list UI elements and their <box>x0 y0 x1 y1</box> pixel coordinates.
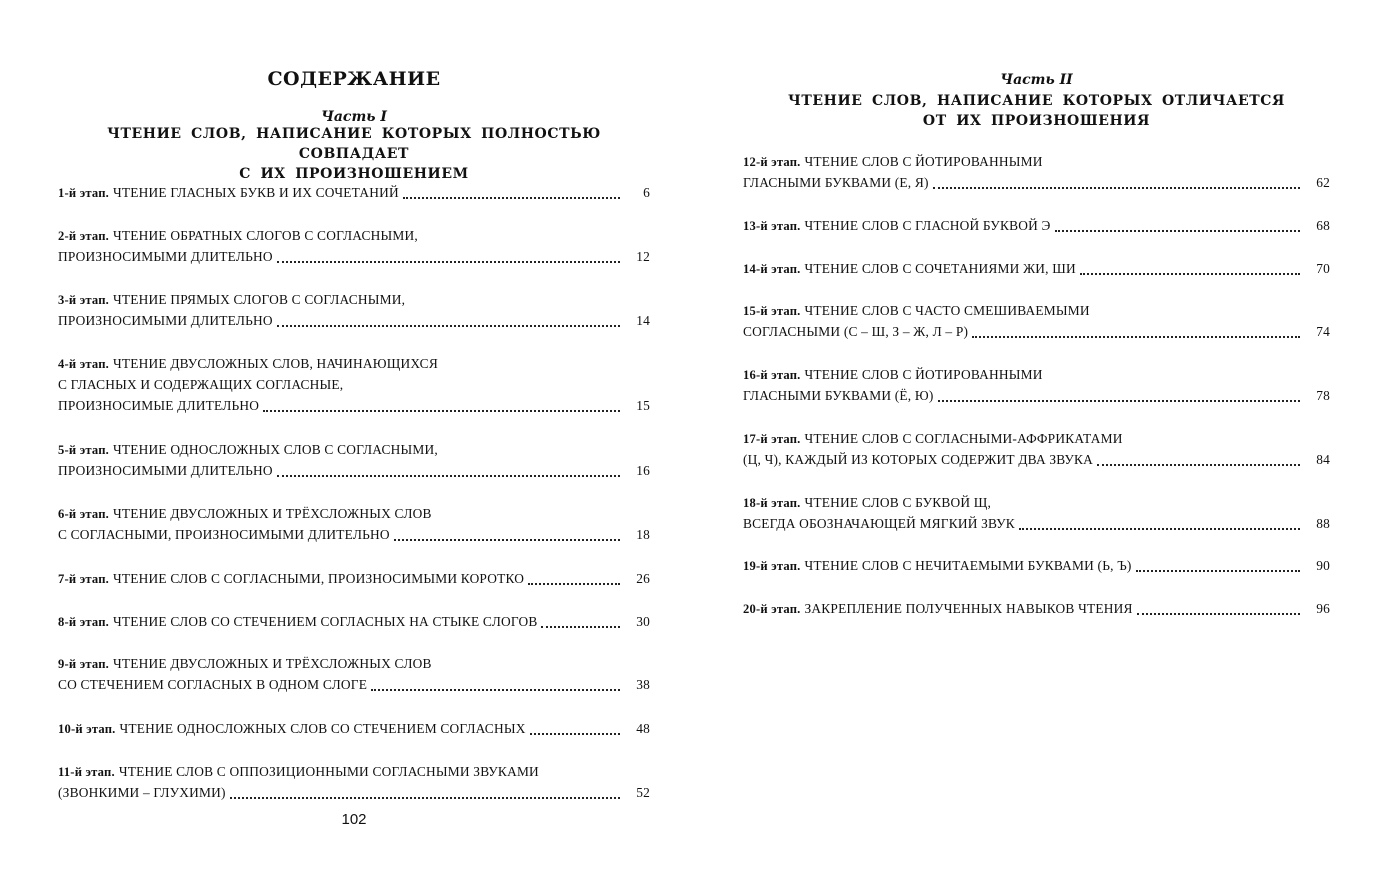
toc-stage-label: 2-й этап. <box>58 229 110 243</box>
dot-leader <box>277 324 620 327</box>
toc-entry-line <box>58 761 650 782</box>
toc-entry-title: ЧТЕНИЕ ДВУСЛОЖНЫХ И ТРЁХСЛОЖНЫХ СЛОВ <box>113 656 432 671</box>
toc-entry-title: ЧТЕНИЕ ОБРАТНЫХ СЛОГОВ С СОГЛАСНЫМИ, <box>113 228 418 243</box>
toc-entry-line <box>58 225 650 246</box>
toc-entry-title: ЧТЕНИЕ СЛОВ С НЕЧИТАЕМЫМИ БУКВАМИ (Ь, Ъ) <box>804 558 1132 573</box>
toc-entry[interactable] <box>58 503 650 545</box>
toc-entry-title: ЧТЕНИЕ СЛОВ С ЙОТИРОВАННЫМИ <box>804 367 1043 382</box>
toc-entry-line <box>743 428 1330 449</box>
toc-stage-label: 3-й этап. <box>58 293 110 307</box>
toc-entry-line <box>58 782 650 803</box>
toc-stage-label: 20-й этап. <box>743 602 801 616</box>
toc-entry-title: ЧТЕНИЕ ГЛАСНЫХ БУКВ И ИХ СОЧЕТАНИЙ <box>113 185 399 200</box>
toc-entry-title: ЧТЕНИЕ ОДНОСЛОЖНЫХ СЛОВ С СОГЛАСНЫМИ, <box>113 442 438 457</box>
toc-entry-line <box>743 215 1330 236</box>
toc-entry[interactable] <box>58 653 650 695</box>
toc-entry-title: ЧТЕНИЕ СЛОВ С СОГЛАСНЫМИ, ПРОИЗНОСИМЫМИ КОРОТКО <box>113 571 525 586</box>
toc-entry[interactable] <box>58 611 650 632</box>
toc-page-number: 16 <box>636 463 650 478</box>
toc-stage-label: 1-й этап. <box>58 186 110 200</box>
toc-entry-line <box>58 374 650 395</box>
toc-entry-title: ЧТЕНИЕ СЛОВ С ЧАСТО СМЕШИВАЕМЫМИ <box>804 303 1090 318</box>
toc-page-number: 30 <box>636 614 650 629</box>
toc-entry-line <box>743 598 1330 619</box>
toc-page-number: 26 <box>636 571 650 586</box>
toc-entry[interactable] <box>743 151 1330 193</box>
toc-entry-title: (Ц, Ч), КАЖДЫЙ ИЗ КОТОРЫХ СОДЕРЖИТ ДВА ЗВУКА <box>743 452 1094 467</box>
toc-entry-title: ВСЕГДА ОБОЗНАЧАЮЩЕЙ МЯГКИЙ ЗВУК <box>743 516 1015 531</box>
dot-leader <box>530 732 620 735</box>
toc-page-number: 15 <box>636 398 650 413</box>
dot-leader <box>972 335 1300 338</box>
toc-entry-title: ГЛАСНЫМИ БУКВАМИ (Ё, Ю) <box>743 388 934 403</box>
toc-entry-title: ЧТЕНИЕ ДВУСЛОЖНЫХ СЛОВ, НАЧИНАЮЩИХСЯ <box>113 356 438 371</box>
toc-stage-label: 6-й этап. <box>58 507 110 521</box>
toc-entry[interactable] <box>743 300 1330 342</box>
toc-page-number: 48 <box>636 721 650 736</box>
dot-leader <box>394 538 620 541</box>
toc-entry-line <box>743 321 1330 342</box>
toc-entry-title: ПРОИЗНОСИМЫМИ ДЛИТЕЛЬНО <box>58 463 273 478</box>
dot-leader <box>1055 229 1300 232</box>
toc-entry-line <box>58 524 650 545</box>
dot-leader <box>1080 272 1300 275</box>
dot-leader <box>1097 463 1300 466</box>
dot-leader <box>1019 527 1300 530</box>
dot-leader <box>277 260 620 263</box>
toc-entry-line <box>743 492 1330 513</box>
toc-entry-line <box>58 674 650 695</box>
toc-entry-line <box>58 460 650 481</box>
toc-entry-title: ЧТЕНИЕ СЛОВ С СОГЛАСНЫМИ-АФФРИКАТАМИ <box>804 431 1123 446</box>
toc-entry-line <box>58 310 650 331</box>
toc-stage-label: 18-й этап. <box>743 496 801 510</box>
toc-page-number: 52 <box>636 785 650 800</box>
dot-leader <box>371 688 620 691</box>
toc-entry-title: ПРОИЗНОСИМЫМИ ДЛИТЕЛЬНО <box>58 249 273 264</box>
toc-entry[interactable] <box>743 598 1330 619</box>
toc-stage-label: 5-й этап. <box>58 443 110 457</box>
toc-stage-label: 15-й этап. <box>743 304 801 318</box>
toc-stage-label: 10-й этап. <box>58 722 116 736</box>
dot-leader <box>938 399 1301 402</box>
toc-page-number: 88 <box>1316 516 1330 531</box>
toc-entry[interactable] <box>58 225 650 267</box>
toc-entry-line <box>58 568 650 589</box>
toc-page-number: 70 <box>1316 261 1330 276</box>
toc-entry[interactable] <box>58 761 650 803</box>
dot-leader <box>528 582 620 585</box>
toc-entry-title: ЧТЕНИЕ СЛОВ С СОЧЕТАНИЯМИ ЖИ, ШИ <box>804 261 1076 276</box>
toc-entry[interactable] <box>58 353 650 416</box>
toc-entry-title: ЧТЕНИЕ СЛОВ С БУКВОЙ Щ, <box>804 495 992 510</box>
right-page <box>743 0 1330 875</box>
toc-stage-label: 11-й этап. <box>58 765 115 779</box>
toc-entry[interactable] <box>58 718 650 739</box>
toc-entry-title: СОГЛАСНЫМИ (С – Ш, З – Ж, Л – Р) <box>743 324 969 339</box>
toc-entry-title: ЧТЕНИЕ ДВУСЛОЖНЫХ И ТРЁХСЛОЖНЫХ СЛОВ <box>113 506 432 521</box>
toc-entry-title: ЧТЕНИЕ СЛОВ С ЙОТИРОВАННЫМИ <box>804 154 1043 169</box>
toc-page-number: 62 <box>1316 175 1330 190</box>
toc-entry[interactable] <box>743 428 1330 470</box>
toc-entry-line <box>58 611 650 632</box>
toc-stage-label: 17-й этап. <box>743 432 801 446</box>
dot-leader <box>277 474 620 477</box>
toc-entry[interactable] <box>743 555 1330 576</box>
toc-entry-title: ЧТЕНИЕ СЛОВ С ОППОЗИЦИОННЫМИ СОГЛАСНЫМИ ЗВУКАМИ <box>118 764 539 779</box>
toc-entry-title: ЧТЕНИЕ ПРЯМЫХ СЛОГОВ С СОГЛАСНЫМИ, <box>113 292 406 307</box>
toc-entry-line <box>58 439 650 460</box>
toc-stage-label: 13-й этап. <box>743 219 801 233</box>
toc-entry-title: ЧТЕНИЕ СЛОВ С ГЛАСНОЙ БУКВОЙ Э <box>804 218 1051 233</box>
toc-page-number: 6 <box>643 185 650 200</box>
toc-stage-label: 4-й этап. <box>58 357 110 371</box>
toc-entry-title: С СОГЛАСНЫМИ, ПРОИЗНОСИМЫМИ ДЛИТЕЛЬНО <box>58 527 390 542</box>
dot-leader <box>263 409 620 412</box>
dot-leader <box>1136 569 1300 572</box>
toc-entry-title: ЧТЕНИЕ СЛОВ СО СТЕЧЕНИЕМ СОГЛАСНЫХ НА СТЫКЕ СЛОГОВ <box>113 614 538 629</box>
toc-entry-title: (ЗВОНКИМИ – ГЛУХИМИ) <box>58 785 226 800</box>
part-1-label: Часть I <box>321 109 387 125</box>
toc-page-number: 18 <box>636 527 650 542</box>
toc-page-number: 38 <box>636 677 650 692</box>
toc-entry-title: С ГЛАСНЫХ И СОДЕРЖАЩИХ СОГЛАСНЫЕ, <box>58 377 344 392</box>
toc-page-number: 68 <box>1316 218 1330 233</box>
toc-entry-line <box>58 653 650 674</box>
dot-leader <box>1137 612 1300 615</box>
toc-entry-line <box>743 555 1330 576</box>
part-2-title-line: ОТ ИХ ПРОИЗНОШЕНИЯ <box>922 113 1151 129</box>
toc-page-number: 84 <box>1316 452 1330 467</box>
toc-stage-label: 12-й этап. <box>743 155 801 169</box>
toc-entry-title: СО СТЕЧЕНИЕМ СОГЛАСНЫХ В ОДНОМ СЛОГЕ <box>58 677 368 692</box>
toc-page-number: 14 <box>636 313 650 328</box>
part-2-title <box>743 91 1330 131</box>
toc-entry[interactable] <box>58 182 650 203</box>
toc-entry[interactable] <box>743 364 1330 406</box>
toc-stage-label: 16-й этап. <box>743 368 801 382</box>
toc-entry-line <box>743 172 1330 193</box>
toc-page-number: 90 <box>1316 558 1330 573</box>
toc-entry-title: ПРОИЗНОСИМЫЕ ДЛИТЕЛЬНО <box>58 398 260 413</box>
toc-entry-title: ГЛАСНЫМИ БУКВАМИ (Е, Я) <box>743 175 929 190</box>
toc-entry-line <box>58 353 650 374</box>
toc-entry-line <box>58 395 650 416</box>
toc-entry-line <box>743 513 1330 534</box>
toc-page-number: 74 <box>1316 324 1330 339</box>
toc-stage-label: 19-й этап. <box>743 559 801 573</box>
toc-entry-line <box>743 258 1330 279</box>
toc-entry-title: ЗАКРЕПЛЕНИЕ ПОЛУЧЕННЫХ НАВЫКОВ ЧТЕНИЯ <box>804 601 1133 616</box>
dot-leader <box>403 196 620 199</box>
toc-entry[interactable] <box>743 258 1330 279</box>
dot-leader <box>933 186 1300 189</box>
part-2-label: Часть II <box>1000 72 1073 88</box>
toc-entry-line <box>743 385 1330 406</box>
toc-stage-label: 14-й этап. <box>743 262 801 276</box>
toc-stage-label: 9-й этап. <box>58 657 110 671</box>
dot-leader <box>230 796 620 799</box>
toc-entry-title: ЧТЕНИЕ ОДНОСЛОЖНЫХ СЛОВ СО СТЕЧЕНИЕМ СОГЛАСНЫХ <box>119 721 526 736</box>
toc-page-number: 96 <box>1316 601 1330 616</box>
toc-entry[interactable] <box>743 215 1330 236</box>
toc-entry-line <box>58 246 650 267</box>
part-1-title-line: ЧТЕНИЕ СЛОВ, НАПИСАНИЕ КОТОРЫХ ПОЛНОСТЬЮ СОВПАДАЕТ <box>107 126 601 162</box>
toc-entry[interactable] <box>58 568 650 589</box>
toc-stage-label: 8-й этап. <box>58 615 110 629</box>
toc-entry-line <box>58 182 650 203</box>
toc-entry-line <box>743 364 1330 385</box>
toc-entry-line <box>58 503 650 524</box>
toc-page-number: 12 <box>636 249 650 264</box>
part-2-title-line: ЧТЕНИЕ СЛОВ, НАПИСАНИЕ КОТОРЫХ ОТЛИЧАЕТСЯ <box>787 93 1285 109</box>
toc-entry-line <box>58 718 650 739</box>
toc-entry-line <box>58 289 650 310</box>
toc-entry-line <box>743 300 1330 321</box>
toc-entry[interactable] <box>58 289 650 331</box>
toc-stage-label: 7-й этап. <box>58 572 110 586</box>
left-page <box>58 0 650 875</box>
dot-leader <box>541 625 620 628</box>
toc-entry-line <box>743 151 1330 172</box>
toc-page-number: 78 <box>1316 388 1330 403</box>
part-1-title <box>58 124 650 184</box>
toc-entry[interactable] <box>743 492 1330 534</box>
toc-entry[interactable] <box>58 439 650 481</box>
toc-entry-title: ПРОИЗНОСИМЫМИ ДЛИТЕЛЬНО <box>58 313 273 328</box>
page-number: 102 <box>341 811 367 828</box>
part-1-title-line: С ИХ ПРОИЗНОШЕНИЕМ <box>239 166 469 182</box>
toc-entry-line <box>743 449 1330 470</box>
contents-title: СОДЕРЖАНИЕ <box>267 68 441 90</box>
